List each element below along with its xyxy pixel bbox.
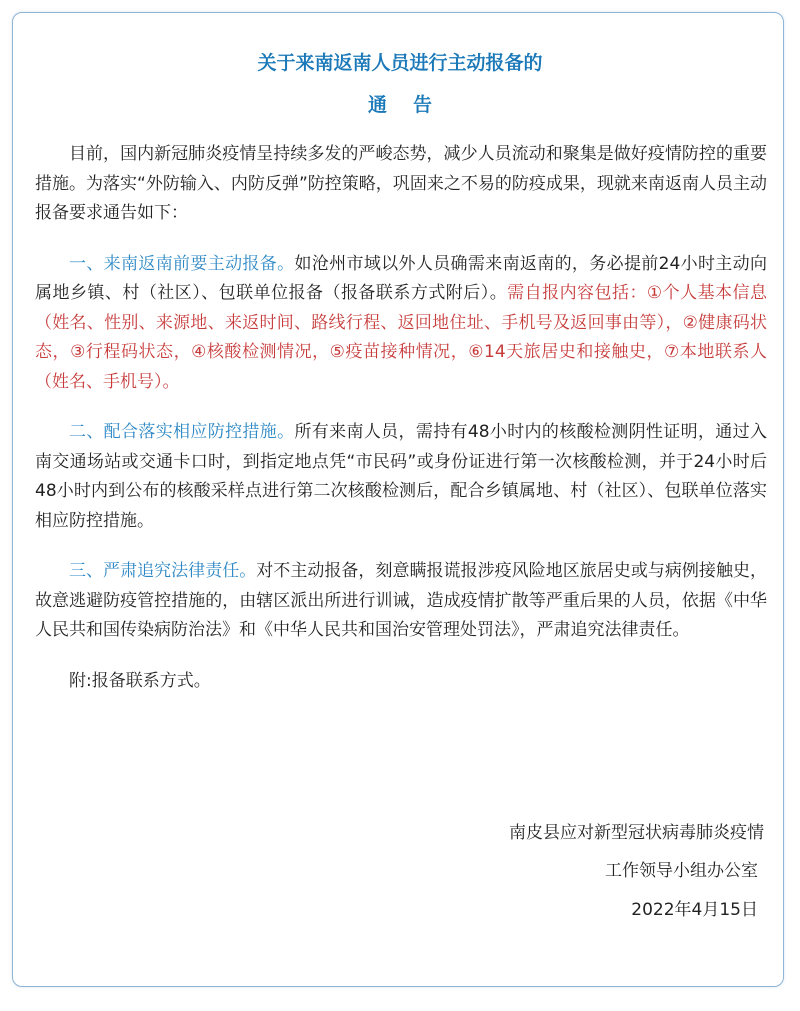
section-2-heading: 二、配合落实相应防控措施。 [69,422,295,442]
section-3 [35,557,767,646]
notice-body [35,140,767,696]
section-3-heading: 三、严肃追究法律责任。 [69,561,257,581]
attachment-note: 附:报备联系方式。 [69,670,211,691]
section-1-text: 如沧州市域以外人员确需来南返南的，务必提前24小时主动向属地乡镇、村（社区）、包联单位报备（报备联系方式附后）。 [35,253,767,303]
section-1-heading: 一、来南返南前要主动报备。 [69,253,295,274]
section-1 [35,250,767,398]
section-2-text: 所有来南人员，需持有48小时内的核酸检测阴性证明，通过入南交通场站或交通卡口时，到指定地点凭“市民码”或身份证进行第一次核酸检测，并于24小时后48小时内到公布的核酸采样点进行第二次核酸检测后，配合乡镇属地、村（社区）、包联单位落实相应防控措施。 [35,422,767,531]
section-2 [35,418,767,536]
signature-date: 2022年4月15日 [631,900,758,920]
section-1-required-items: 需自报内容包括：①个人基本信息（姓名、性别、来源地、来返时间、路线行程、返回地住址、手机号及返回事由等），②健康码状态，③行程码状态，④核酸检测情况，⑤疫苗接种情况，⑥14天旅居史和接触史，⑦本地联系人（姓名、手机号）。 [35,283,767,392]
signature-org-line1: 南皮县应对新型冠状病毒肺炎疫情 [509,823,764,843]
notice-title: 关于来南返南人员进行主动报备的 [257,52,543,74]
section-3-text: 对不主动报备，刻意瞒报谎报涉疫风险地区旅居史或与病例接触史，故意逃避防疫管控措施的，由辖区派出所进行训诫，造成疫情扩散等严重后果的人员，依据《中华人民共和国传染病防治法》和《中华人民共和国治安管理处罚法》，严肃追究法律责任。 [35,561,768,640]
signature-org-line2: 工作领导小组办公室 [605,861,758,881]
intro-paragraph: 目前，国内新冠肺炎疫情呈持续多发的严峻态势，减少人员流动和聚集是做好疫情防控的重要措施。为落实“外防输入、内防反弹”防控策略，巩固来之不易的防疫成果，现就来南返南人员主动报备要求通告如下： [35,144,767,223]
notice-subtitle: 通告 [367,94,458,116]
